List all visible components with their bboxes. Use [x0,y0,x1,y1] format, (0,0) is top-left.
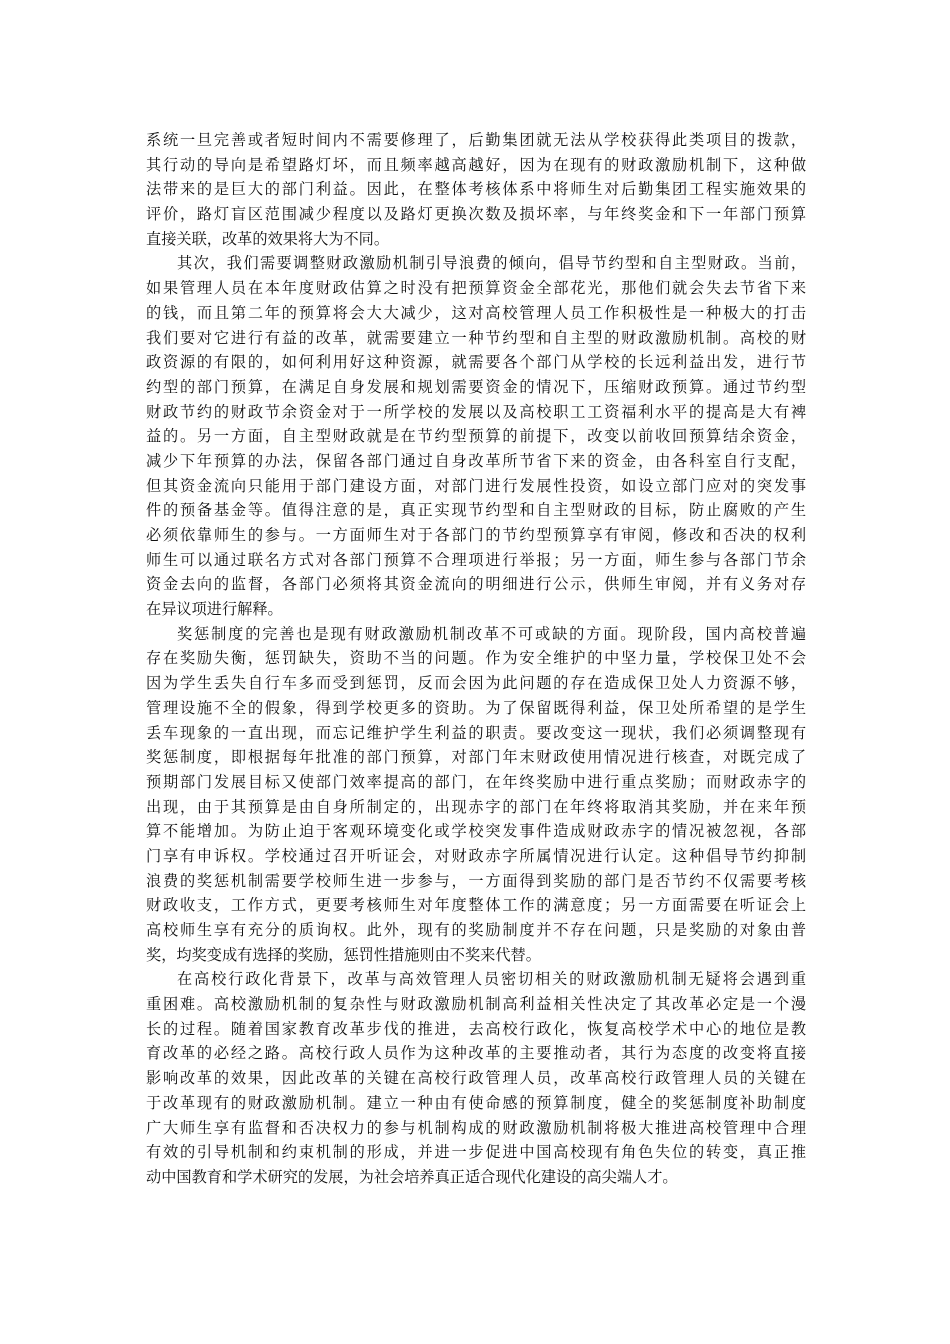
text-line: 财政节约的财政节余资金对于一所学校的发展以及高校职工工资福利水平的提高是大有裨 [146,402,806,421]
text-line: 算不能增加。为防止迫于客观环境变化或学校突发事件造成财政赤字的情况被忽视，各部 [146,822,806,841]
text-line: 育改革的必经之路。高校行政人员作为这种改革的主要推动者，其行为态度的改变将直接 [146,1044,806,1063]
paragraph [146,251,806,621]
text-line: 约型的部门预算，在满足自身发展和规划需要资金的情况下，压缩财政预算。通过节约型 [146,377,806,396]
text-line: 广大师生享有监督和否决权力的参与机制构成的财政激励机制将极大推进高校管理中合理 [146,1118,806,1137]
text-line: 益的。另一方面，自主型财政就是在节约型预算的前提下，改变以前收回预算结余资金， [146,427,806,446]
text-line: 评价，路灯盲区范围减少程度以及路灯更换次数及损坏率，与年终奖金和下一年部门预算 [146,205,806,224]
text-line: 门享有申诉权。学校通过召开听证会，对财政赤字所属情况进行认定。这种倡导节约抑制 [146,846,806,865]
text-line: 长的过程。随着国家教育改革步伐的推进，去高校行政化，恢复高校学术中心的地位是教 [146,1019,806,1038]
text-line: 其次，我们需要调整财政激励机制引导浪费的倾向，倡导节约型和自主型财政。当前， [177,254,806,273]
text-line: 高校师生享有充分的质询权。此外，现有的奖励制度并不存在问题，只是奖励的对象由普 [146,921,806,939]
text-line: 动中国教育和学术研究的发展，为社会培养真正适合现代化建设的高尖端人才。 [146,1167,678,1186]
text-line: 必须依靠师生的参与。一方面师生对于各部门的节约型预算享有审阅，修改和否决的权利 [146,526,806,544]
text-line: 的钱，而且第二年的预算将会大大减少，这对高校管理人员工作积极性是一种极大的打击 [146,303,806,322]
text-line: 有效的引导机制和约束机制的形成，并进一步促进中国高校现有角色失位的转变，真正推 [146,1143,806,1162]
text-line: 减少下年预算的办法，保留各部门通过自身改革所节省下来的资金，由各科室自行支配， [146,451,806,470]
text-line: 存在奖励失衡，惩罚缺失，资助不当的问题。作为安全维护的中坚力量，学校保卫处不会 [146,649,806,668]
text-line: 如果管理人员在本年度财政估算之时没有把预算资金全部花光，那他们就会失去节省下来 [146,279,806,298]
paragraph [146,128,806,251]
text-line: 出现，由于其预算是由自身所制定的，出现赤字的部门在年终将取消其奖励，并在来年预 [146,797,806,816]
text-line: 但其资金流向只能用于部门建设方面，对部门进行发展性投资，如设立部门应对的突发事 [146,476,806,495]
text-line: 管理设施不全的假象，得到学校更多的资助。为了保留既得利益，保卫处所希望的是学生 [146,698,806,717]
text-line: 在异议项进行解释。 [146,600,283,619]
text-line: 件的预备基金等。值得注意的是，真正实现节约型和自主型财政的目标，防止腐败的产生 [146,501,806,520]
text-line: 其行动的导向是希望路灯坏，而且频率越高越好，因为在现有的财政激励机制下，这种做 [146,155,806,174]
text-line: 因为学生丢失自行车多而受到惩罚，反而会因为此问题的存在造成保卫处人力资源不够， [146,674,806,693]
text-line: 重困难。高校激励机制的复杂性与财政激励机制高利益相关性决定了其改革必定是一个漫 [146,995,806,1014]
text-line: 奖，均奖变成有选择的奖励，惩罚性措施则由不奖来代替。 [146,945,541,964]
paragraph [146,967,806,1189]
paragraph [146,622,806,968]
text-line: 直接关联，改革的效果将大为不同。 [146,229,389,248]
text-line: 预期部门发展目标又使部门效率提高的部门，在年终奖励中进行重点奖励；而财政赤字的 [146,772,806,791]
text-line: 财政收支，工作方式，更要考核师生对年度整体工作的满意度；另一方面需要在听证会上 [146,896,806,915]
text-line: 政资源的有限的，如何利用好这种资源，就需要各个部门从学校的长远利益出发，进行节 [146,353,806,372]
text-line: 奖惩制度，即根据每年批准的部门预算，对部门年末财政使用情况进行核查，对既完成了 [146,748,806,767]
text-line: 在高校行政化背景下，改革与高效管理人员密切相关的财政激励机制无疑将会遇到重 [177,970,806,989]
text-line: 资金去向的监督，各部门必须将其资金流向的明细进行公示，供师生审阅，并有义务对存 [146,575,806,594]
document-body [146,128,806,1190]
text-line: 丢车现象的一直出现，而忘记维护学生利益的职责。要改变这一现状，我们必须调整现有 [146,723,806,742]
text-line: 系统一旦完善或者短时间内不需要修理了，后勤集团就无法从学校获得此类项目的拨款， [146,131,806,149]
text-line: 奖惩制度的完善也是现有财政激励机制改革不可或缺的方面。现阶段，国内高校普遍 [177,624,806,643]
text-line: 于改革现有的财政激励机制。建立一种由有使命感的预算制度，健全的奖惩制度补助制度 [146,1093,806,1112]
text-line: 师生可以通过联名方式对各部门预算不合理项进行举报；另一方面，师生参与各部门节余 [146,550,806,569]
text-line: 浪费的奖惩机制需要学校师生进一步参与，一方面得到奖励的部门是否节约不仅需要考核 [146,871,806,890]
text-line: 法带来的是巨大的部门利益。因此，在整体考核体系中将师生对后勤集团工程实施效果的 [146,180,806,199]
text-line: 影响改革的效果，因此改革的关键在高校行政管理人员，改革高校行政管理人员的关键在 [146,1069,806,1088]
text-line: 我们要对它进行有益的改革，就需要建立一种节约型和自主型的财政激励机制。高校的财 [146,328,806,347]
